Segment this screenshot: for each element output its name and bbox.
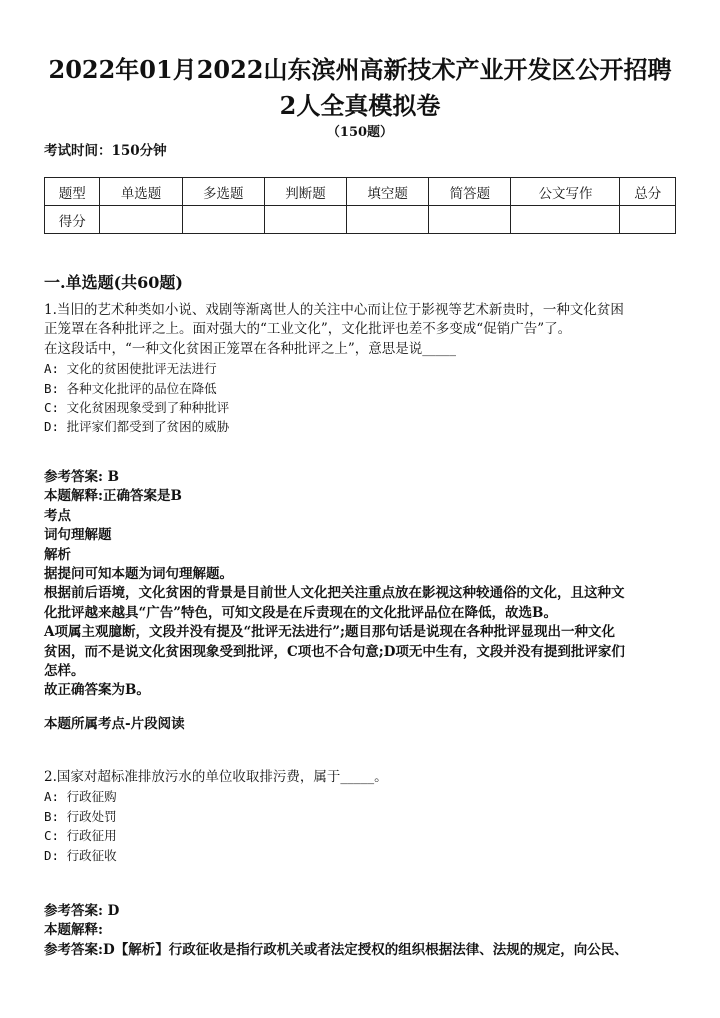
row-label: 得分	[45, 206, 100, 234]
question-1	[44, 301, 684, 437]
explain-line: A项属主观臆断，文段并没有提及“批评无法进行”;题目那句话是说现在各种批评显现出一种文化	[44, 624, 615, 641]
table-header-cell: 多选题	[182, 178, 264, 206]
explain-line: 化批评越来越具“广告”特色，可知文段是在斥责现在的文化批评品位在降低，故选B。	[44, 604, 557, 621]
exam-time: 考试时间：150分钟	[44, 143, 167, 159]
question-text: 1.当旧的艺术种类如小说、戏剧等渐离世人的关注中心而让位于影视等艺术新贵时，一种文化贫困	[44, 302, 624, 318]
explain-line: 考点	[44, 507, 71, 524]
table-header-cell: 公文写作	[511, 178, 620, 206]
score-cell	[511, 206, 620, 234]
document-title-line1: 2022年01月2022山东滨州高新技术产业开发区公开招聘	[48, 55, 672, 84]
option-a: A: 文化的贫困使批评无法进行	[44, 361, 217, 377]
question-text: 正笼罩在各种批评之上。面对强大的“工业文化”，文化批评也差不多变成“促销广告”了。	[44, 321, 572, 338]
explain-line: 词句理解题	[44, 527, 112, 544]
option-a: A: 行政征购	[44, 789, 117, 805]
section-title: 一.单选题(共60题)	[44, 273, 183, 292]
score-cell	[429, 206, 511, 234]
explain-line: 故正确答案为B。	[44, 682, 150, 699]
option-b: B: 行政处罚	[44, 808, 117, 824]
option-c: C: 文化贫困现象受到了种种批评	[44, 400, 230, 416]
table-header-row	[45, 178, 676, 206]
explain-line: 贫困，而不是说文化贫困现象受到批评，C项也不合句意;D项无中生有，文段并没有提到批评家们	[44, 643, 625, 660]
score-cell	[182, 206, 264, 234]
knowledge-point: 本题所属考点-片段阅读	[44, 716, 185, 732]
answer-text: 参考答案: D	[44, 903, 120, 919]
document-title-line2: 2人全真模拟卷	[279, 91, 441, 120]
explain-line: 参考答案:D【解析】行政征收是指行政机关或者法定授权的组织根据法律、法规的规定，向公民、	[44, 941, 628, 958]
score-table	[44, 177, 676, 234]
option-d: D: 批评家们都受到了贫困的威胁	[44, 419, 230, 435]
score-cell	[347, 206, 429, 234]
table-header-cell: 简答题	[429, 178, 511, 206]
answer-2	[44, 902, 684, 960]
table-header-cell: 填空题	[347, 178, 429, 206]
explain-line: 据提问可知本题为词句理解题。	[44, 566, 233, 583]
question-text: 2.国家对超标准排放污水的单位收取排污费，属于_____。	[44, 769, 388, 785]
question-text: 在这段话中，“一种文化贫困正笼罩在各种批评之上”，意思是说_____	[44, 340, 457, 357]
question-2	[44, 768, 684, 865]
option-d: D: 行政征收	[44, 847, 117, 863]
answer-text: 参考答案: B	[44, 469, 120, 485]
question-count: （150题）	[326, 125, 394, 140]
answer-1	[44, 468, 684, 701]
option-b: B: 各种文化批评的品位在降低	[44, 380, 217, 396]
table-row	[45, 206, 676, 234]
explain-line: 怎样。	[44, 663, 85, 680]
table-header-cell: 判断题	[264, 178, 346, 206]
explain-line: 本题解释:正确答案是B	[44, 488, 182, 505]
table-header-cell: 题型	[45, 178, 100, 206]
explain-line: 解析	[44, 546, 71, 563]
score-cell	[100, 206, 182, 234]
score-cell	[620, 206, 676, 234]
table-header-cell: 单选题	[100, 178, 182, 206]
table-header-cell: 总分	[620, 178, 676, 206]
option-c: C: 行政征用	[44, 828, 117, 844]
score-cell	[264, 206, 346, 234]
explain-line: 根据前后语境，文化贫困的背景是目前世人文化把关注重点放在影视这种较通俗的文化，且这种文	[44, 585, 625, 602]
explain-label: 本题解释:	[44, 922, 103, 939]
